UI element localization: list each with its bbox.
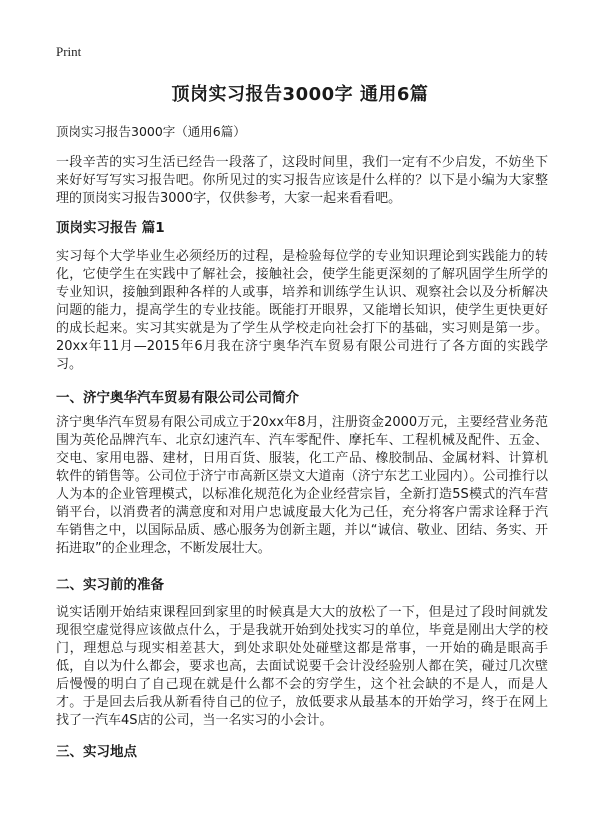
article-subtitle: 顶岗实习报告3000字（通用6篇）	[56, 124, 246, 139]
section1-paragraph: 济宁奥华汽车贸易有限公司成立于20xx年8月，注册资金2000万元，主要经营业务范围为英伦品牌汽车、北京幻速汽车、汽车零配件、摩托车、工程机械及配件、五金、交电、家用电器、建材，日用百货、服装，化工产品、橡胶制品、金属材料、计算机软件的销售等。公司位于济宁市高新区崇文大道南（济宁东艺工业园内）。公司推行以人为本的企业管理模式，以标准化规范化为企业经营宗旨，全新打造5S模式的汽车营销平台，以消费者的满意度和对用户忠诚度最大化为己任，充分将客户需求诠释于汽车销售之中，以国际品质、感心服务为创新主题，并以“诚信、敬业、团结、务实、开拓进取”的企业理念，不断发展壮大。	[56, 415, 548, 556]
intro-paragraph: 一段辛苦的实习生活已经告一段落了，这段时间里，我们一定有不少启发，不妨坐下来好好写写实习报告吧。你所见过的实习报告应该是什么样的？以下是小编为大家整理的顶岗实习报告3000字，仅供参考，大家一起来看看吧。	[56, 155, 548, 206]
print-link[interactable]: Print	[56, 44, 82, 59]
section2-heading: 二、实习前的准备	[56, 577, 164, 593]
part1-heading: 顶岗实习报告 篇1	[56, 220, 165, 236]
section2-paragraph: 说实话刚开始结束课程回到家里的时候真是大大的放松了一下，但是过了段时间就发现很空虚觉得应该做点什么，于是我就开始到处找实习的单位，毕竟是刚出大学的校门，理想总与现实相差甚大，到处求职处处碰壁这都是常事，一开始的确是眼高手低，自以为什么都会，要求也高，去面试说要千会计没经验别人都在笑，碰过几次壁后慢慢的明白了自己现在就是什么都不会的穷学生，这个社会缺的不是人，而是人才。于是回去后我从新看待自己的位子，放低要求从最基本的开始学习，终于在网上找了一汽车4S店的公司，当一名实习的小会计。	[56, 605, 548, 728]
section1-heading: 一、济宁奥华汽车贸易有限公司公司简介	[56, 390, 299, 406]
part1-paragraph: 实习每个大学毕业生必须经历的过程，是检验每位学的专业知识理论到实践能力的转化，它使学生在实践中了解社会，接触社会，使学生能更深刻的了解巩固学生所学的专业知识，接触到跟种各样的人或事，培养和训练学生认识、观察社会以及分析解决问题的能力，提高学生的专业技能。既能打开眼界，又能增长知识，使学生更快更好的成长起来。实习其实就是为了学生从学校走向社会打下的基础，实习则是第一步。20xx年11月—2015年6月我在济宁奥华汽车贸易有限公司进行了各方面的实践学习。	[56, 249, 548, 372]
page-title: 顶岗实习报告3000字 通用6篇	[171, 84, 429, 105]
section3-heading: 三、实习地点	[56, 744, 137, 760]
